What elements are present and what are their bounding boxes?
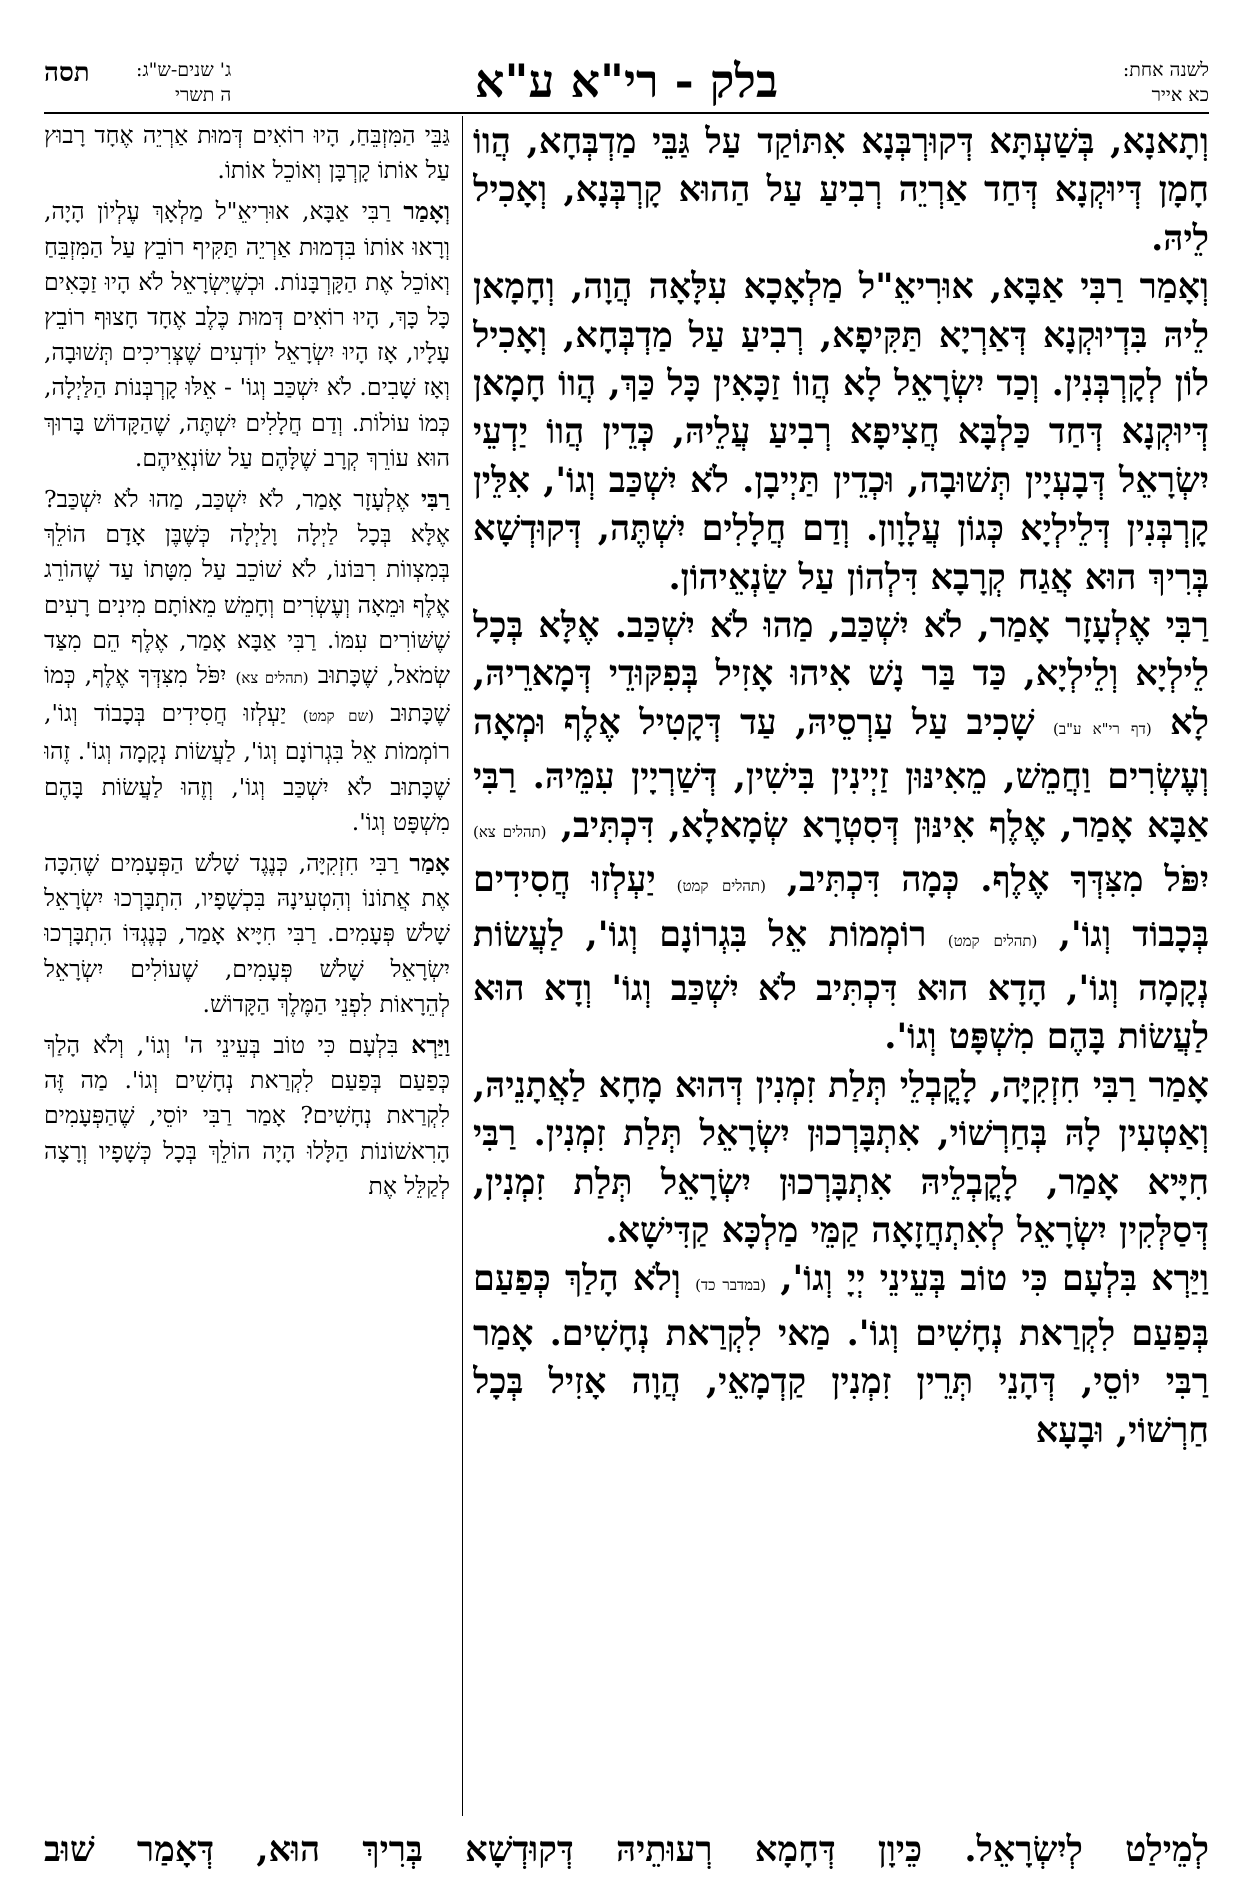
main-paragraph-3 [473, 602, 1209, 1062]
side-text-segment: יִפֹּל מִצִּדְּךָ אֶלֶף, כְּמוֹ שֶׁכָּתוּב [44, 661, 450, 728]
side-paragraph-2 [44, 194, 450, 476]
side-text-segment: יַעְלְזוּ חֲסִידִים בְּכָבוֹד וְגוֹ', רוֹמְמוֹת אֵל בִּגְרוֹנָם וְגוֹ', לַעֲשׂוֹת נְקָמָה וְגוֹ'. זֶהוּ שֶׁכָּתוּב לֹא יִשְׁכַּב וְגוֹ', וְזֶהוּ לַעֲשׂוֹת בָּהֶם מִשְׁפָּט וְגוֹ'. [44, 699, 450, 836]
column-divider [462, 116, 463, 1816]
side-ref-tehillim-91: (תהלים צא) [235, 669, 309, 688]
schedule-label-right: לשנה אחת: [1122, 59, 1209, 81]
main-text-segment: וַיַּרְא בִּלְעָם כִּי טוֹב בְּעֵינֵי יְיָ וְגוֹ', [780, 1258, 1209, 1300]
schedule-date-left: ה תשרי [174, 84, 232, 106]
side-ref-sham: (שם קמט) [302, 707, 374, 726]
main-paragraph-1: וְתָאנָא, בְּשַׁעְתָּא דְּקוּרְבְּנָא אִתּוֹקַד עַל גַּבֵּי מַדְבְּחָא, הֲווֹ חָמָן דְּיוּקְנָא דְּחַד אַרְיֵה רְבִיעַ עַל הַהוּא קָרְבְּנָא, וְאָכִיל לֵיהּ. [473, 121, 1209, 259]
translation-column [44, 118, 450, 1820]
source-ref-tehillim-91: (תהלים צא) [473, 822, 547, 841]
source-ref-tehillim-149-b: (תהלים קמט) [947, 931, 1038, 950]
source-ref-daf: (דף רי"א ע"ב) [1053, 719, 1152, 738]
source-ref-tehillim-149: (תהלים קמט) [676, 877, 766, 896]
main-text-segment: וְלֹא הָלַךְ כְּפַעַם בְּפַעַם לִקְרַאת נְחָשִׁים וְגוֹ'. מַאי לִקְרַאת נְחָשִׁים. אָמַר רַבִּי יוֹסֵי, דְּהָנֵי תְּרֵין זִמְנִין קַדְמָאֵי, הֲוָה אָזִיל בְּכָל חַרְשׁוֹי, וּבָעָא [473, 1258, 1209, 1451]
source-ref-bamidbar-24: (במדבר כד) [695, 1276, 767, 1295]
main-paragraph-4: אָמַר רַבִּי חִזְקִיָּה, לָקֳבְלֵי תְּלַת זִמְנִין דְּהוּא מָחָא לַאֲתָנֵיהּ, וְאַטְעִין לָהּ בְּחַרְשׁוֹי, אִתְבָּרְכוּן יִשְׂרָאֵל תְּלַת זִמְנִין. רַבִּי חִיָּיא אָמַר, לָקֳבְלֵיהּ אִתְבָּרְכוּן יִשְׂרָאֵל תְּלַת זִמְנִין, דְּסַלְּקִין יִשְׂרָאֵל לְאִתְחֲזָאָה קַמֵּי מַלְכָּא קַדִּישָׁא. [473, 1064, 1209, 1251]
side-paragraph-5 [44, 1028, 450, 1204]
main-text-segment: יִפֹּל מִצִּדְּךָ אֶלֶף. כְּמָה דִּכְתִּיב, [786, 859, 1209, 901]
lead-word: רַבִּי [420, 485, 450, 514]
side-text-segment: רַבִּי חִזְקִיָּה, כְּנֶגֶד שָׁלֹשׁ הַפְּעָמִים שֶׁהִכָּה אֶת אֲתוֹנוֹ וְהִטְעִינָהּ בִּכְשָׁפָיו, הִתְבָּרְכוּ יִשְׂרָאֵל שָׁלֹשׁ פְּעָמִים. רַבִּי חִיָּיא אָמַר, כְּנֶגְדּוֹ הִתְבָּרְכוּ יִשְׂרָאֵל שָׁלֹשׁ פְּעָמִים, שֶׁעוֹלִים יִשְׂרָאֵל לְהֵרָאוֹת לִפְנֵי הַמֶּלֶךְ הַקָּדוֹשׁ. [44, 849, 450, 1018]
page-number: תסה [44, 58, 90, 88]
schedule-date-right: כא אייר [1151, 84, 1209, 106]
main-text-segment: רוֹמְמוֹת אֵל בִּגְרוֹנָם וְגוֹ', לַעֲשׂוֹת נְקָמָה וְגוֹ', הָדָא הוּא דִּכְתִּיב לֹא יִשְׁכַּב וְגוֹ' וְדָא הוּא לַעֲשׂוֹת בָּהֶם מִשְׁפָּט וְגוֹ'. [473, 913, 1209, 1058]
page-header [44, 52, 1209, 114]
study-schedule-left [136, 58, 231, 108]
main-paragraph-2: וְאָמַר רַבִּי אַבָּא, אוּרִיאֵ"ל מַלְאָכָא עִלָּאָה הֲוָה, וְחָמָאן לֵיהּ בִּדְיוּקְנָא דְּאַרְיָא תַּקִּיפָא, רְבִיעַ עַל מַדְבְּחָא, וְאָכִיל לוֹן לְקָרְבְּנִין. וְכַד יִשְׂרָאֵל לָא הֲווֹ זַכָּאִין כָּל כַּךְ, הֲווֹ חָמָאן דְּיוּקְנָא דְּחַד כַּלְבָּא חֲצִיפָא רְבִיעַ עֲלֵיהּ, כְּדֵין הֲווֹ יַדְעֵי יִשְׂרָאֵל דְּבָעְיָין תְּשׁוּבָה, וּכְדֵין תַּיְיבָן. לֹא יִשְׁכַּב וְגוֹ', אִלֵּין קָרְבְּנִין דְּלֵילְיָא כְּגוֹן עֲלָוָון. וְדַם חֲלָלִים יִשְׁתֶּה, דְּקוּדְשָׁא בְּרִיךְ הוּא אֲגַח קְרָבָא דִּלְהוֹן עַל שַׂנְאֵיהוֹן. [473, 266, 1209, 598]
header-rule [44, 112, 1209, 114]
side-text-segment: בִּלְעָם כִּי טוֹב בְּעֵינֵי ה' וְגוֹ', וְלֹא הָלַךְ כְּפַעַם בְּפַעַם לִקְרַאת נְחָשִׁים וְגוֹ'. מַה זֶּה לִקְרַאת נְחָשִׁים? אָמַר רַבִּי יוֹסֵי, שֶׁהַפְּעָמִים הָרִאשׁוֹנוֹת הַלָּלוּ הָיָה הוֹלֵךְ בְּכָל כְּשָׁפָיו וְרָצָה לְקַלֵּל אֶת [44, 1031, 450, 1200]
schedule-label-left: ג' שנים-ש"ג: [136, 59, 232, 81]
side-paragraph-3 [44, 482, 450, 840]
side-text-segment: רַבִּי אַבָּא, אוּרִיאֵ"ל מַלְאָךְ עֶלְיוֹן הָיָה, וְרָאוּ אוֹתוֹ בִּדְמוּת אַרְיֵה תַּקִּיף רוֹבֵץ עַל הַמִּזְבֵּחַ וְאוֹכֵל אֶת הַקָּרְבָּנוֹת. וּכְשֶׁיִּשְׂרָאֵל לֹא הָיוּ זַכָּאִים כָּל כָּךְ, הָיוּ רוֹאִים דְּמוּת כֶּלֶב אֶחָד חָצוּף רוֹבֵץ עָלָיו, אָז הָיוּ יִשְׂרָאֵל יוֹדְעִים שֶׁצְּרִיכִים תְּשׁוּבָה, וְאָז שָׁבִים. לֹא יִשְׁכַּב וְגוֹ' - אֵלּוּ קָרְבְּנוֹת הַלַּיְלָה, כְּמוֹ עוֹלוֹת. וְדַם חֲלָלִים יִשְׁתֶּה, שֶׁהַקָּדוֹשׁ בָּרוּךְ הוּא עוֹרֵךְ קְרָב שֶׁלָּהֶם עַל שׂוֹנְאֵיהֶם. [44, 197, 450, 472]
page-title: בלק - רי"א ע"א [474, 54, 779, 108]
main-text-segment: שָׁכִיב עַל עַרְסֵיהּ, עַד דְּקָטִיל אֶלֶף וּמְאָה וְעֶשְׂרִים וַחֲמֵשׁ, מֵאִינּוּן זַיְינִין בִּישִׁין, דְּשַׁרְיָין עִמֵּיהּ. רַבִּי אַבָּא אָמַר, אֶלֶף אִינּוּן דְּסִטְרָא שְׂמָאלָא, דִּכְתִּיב, [473, 701, 1209, 846]
side-paragraph-1: גַּבֵּי הַמִּזְבֵּחַ, הָיוּ רוֹאִים דְּמוּת אַרְיֵה אֶחָד רָבוּץ עַל אוֹתוֹ קָרְבָּן וְאוֹכֵל אוֹתוֹ. [44, 121, 450, 185]
main-text-segment: יַעְלְזוּ חֲסִידִים בְּכָבוֹד וְגוֹ', [473, 859, 1209, 955]
side-text-segment: אֶלְעָזָר אָמַר, לֹא יִשְׁכַּב, מַהוּ לֹא יִשְׁכַּב? אֶלָּא בְּכָל לַיְלָה וָלַיְלָה כְּשֶׁבֶּן אָדָם הוֹלֵךְ בְּמִצְווֹת רִבּוֹנוֹ, לֹא שׁוֹכֵב עַל מִטָּתוֹ עַד שֶׁהוֹרֵג אֶלֶף וּמֵאָה וְעֶשְׂרִים וְחָמֵשׁ מֵאוֹתָם מִינִים רָעִים שֶׁשּׁוֹרִים עִמּוֹ. רַבִּי אַבָּא אָמַר, אֶלֶף הֵם מִצַּד שְׂמֹאל, שֶׁכָּתוּב [44, 485, 450, 690]
lead-word: וְאָמַר [403, 197, 450, 226]
main-text-column [473, 118, 1209, 1820]
page-bottom-line: לְמֵילַט לְיִשְׂרָאֵל. כֵּיוָן דְּחָמָא רְעוּתֵיהּ דְּקוּדְשָׁא בְּרִיךְ הוּא, דְּאָמַר שׁוּב [44, 1829, 1209, 1870]
lead-word: אָמַר [409, 849, 450, 878]
main-paragraph-5 [473, 1255, 1209, 1455]
lead-word: וַיַּרְא [411, 1031, 450, 1060]
side-paragraph-4 [44, 846, 450, 1022]
main-text-segment: רַבִּי אֶלְעָזָר אָמַר, לֹא יִשְׁכַּב, מַהוּ לֹא יִשְׁכַּב. אֶלָּא בְּכָל לֵילְיָא וְלֵילְיָא, כַּד בַּר נָשׁ אִיהוּ אָזִיל בְּפִקּוּדֵי דְּמָארֵיהּ, לָא [473, 605, 1209, 743]
